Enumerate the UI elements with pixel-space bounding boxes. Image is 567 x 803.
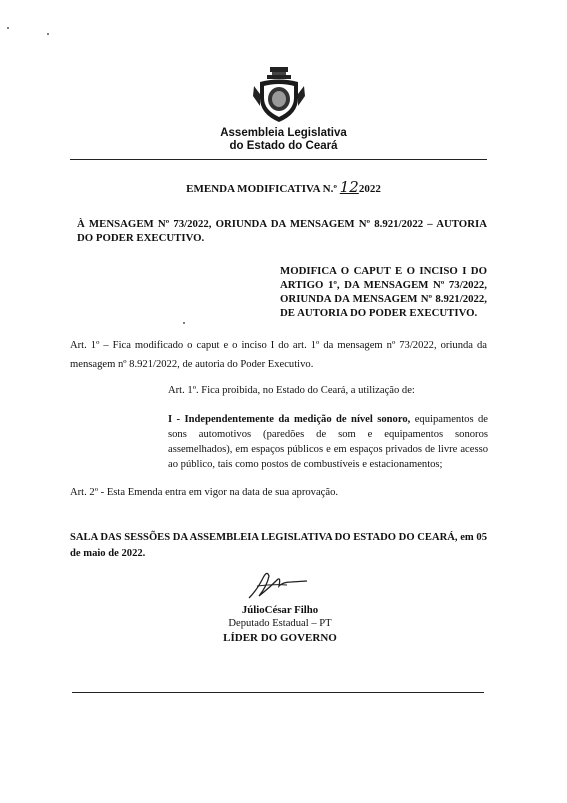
signer-title: LÍDER DO GOVERNO [223,632,337,644]
title-year: 2022 [358,183,381,195]
article-2: Art. 2º - Esta Emenda entra em vigor na data de sua aprovação. [70,487,339,498]
signer-name: JúlioCésar Filho [241,604,319,616]
inciso-text: equipamentos de sons automotivos (paredões de som e equipamentos sonoros assemelhados), em espaços públicos e em espaços privados de livre acesso ao público, tais como postos de combustíveis e estacionamentos; [168,414,488,470]
footer-divider [72,692,484,693]
closing-statement: SALA DAS SESSÕES DA ASSEMBLEIA LEGISLATIVA DO ESTADO DO CEARÁ, em 05 de maio de 2022. [70,532,487,559]
title-prefix: EMENDA MODIFICATIVA N.º [186,183,337,195]
header-divider [70,159,487,160]
handwritten-number: 12 [339,178,359,196]
scan-speck [7,27,9,29]
ementa: MODIFICA O CAPUT E O INCISO I DO ARTIGO 1º, DA MENSAGEM Nº 73/2022, ORIUNDA DA MENSAGEM Nº 8.921/2022, DE AUTORIA DO PODER EXECUTIVO. [280,265,487,319]
document-title [0,178,567,196]
inciso-bold: I - Independentemente da medição de nível sonoro, [168,414,411,425]
scan-speck [47,33,49,35]
scan-speck [183,322,185,324]
subject-heading: À MENSAGEM Nº 73/2022, ORIUNDA DA MENSAGEM Nº 8.921/2022 – AUTORIA DO PODER EXECUTIVO. [77,218,487,244]
coat-of-arms-emblem [248,66,310,124]
article-1: Art. 1º – Fica modificado o caput e o inciso I do art. 1º da mensagem nº 73/2022, oriunda da mensagem nº 8.921/2022, de autoria do Poder Executivo. [70,340,487,370]
quoted-caput: Art. 1º. Fica proibida, no Estado do Ceará, a utilização de: [168,385,415,396]
institution-name-line1: Assembleia Legislativa [220,127,347,139]
signer-role: Deputado Estadual – PT [228,618,332,629]
handwritten-signature [243,568,313,604]
inciso-i [168,412,488,472]
institution-name-line2: do Estado do Ceará [229,140,338,152]
